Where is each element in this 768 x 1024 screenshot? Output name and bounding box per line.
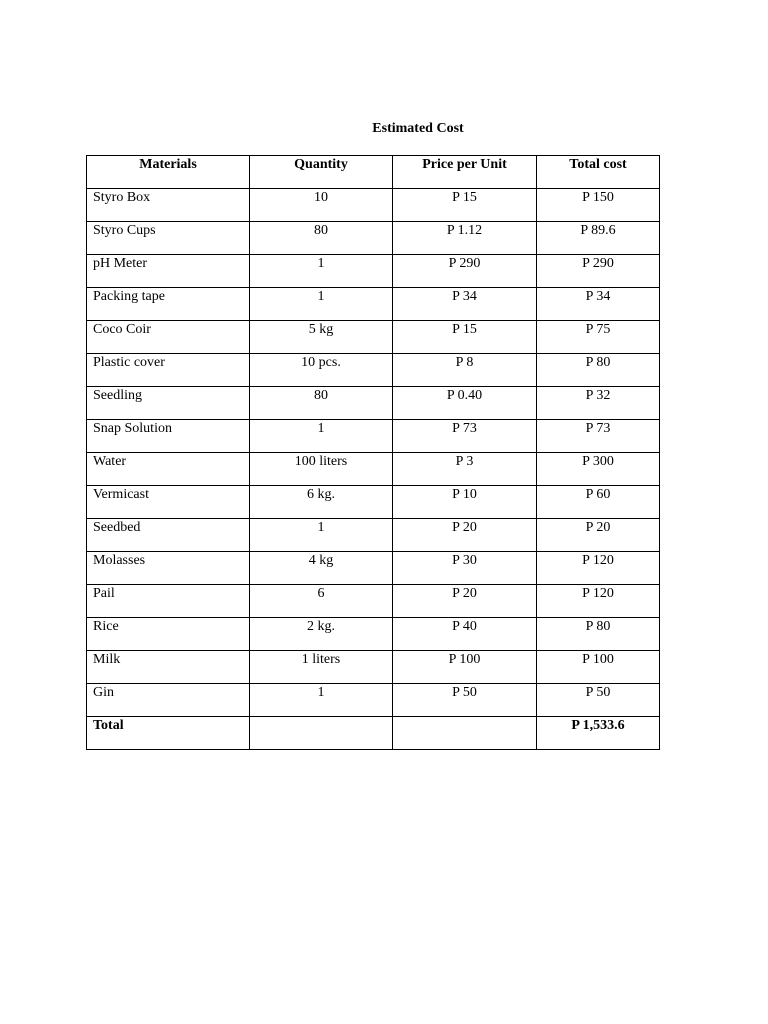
table-row [87,255,660,288]
total-cost: P 100 [537,651,660,684]
total-cost: P 290 [537,255,660,288]
price-per-unit: P 30 [393,552,537,585]
header-materials: Materials [87,156,250,189]
price-per-unit: P 1.12 [393,222,537,255]
total-cost: P 32 [537,387,660,420]
table-row [87,552,660,585]
total-label: Total [87,717,250,750]
material-name: Molasses [87,552,250,585]
price-per-unit: P 20 [393,519,537,552]
header-price-per-unit: Price per Unit [393,156,537,189]
table-row [87,651,660,684]
quantity: 1 [250,519,393,552]
quantity: 2 kg. [250,618,393,651]
table-row [87,420,660,453]
material-name: Styro Box [87,189,250,222]
price-per-unit: P 15 [393,321,537,354]
total-price-cell [393,717,537,750]
total-quantity-cell [250,717,393,750]
table-row [87,189,660,222]
quantity: 5 kg [250,321,393,354]
table-row [87,222,660,255]
price-per-unit: P 8 [393,354,537,387]
price-per-unit: P 10 [393,486,537,519]
table-body [87,189,660,717]
total-cost: P 60 [537,486,660,519]
table-row [87,321,660,354]
table-row [87,387,660,420]
total-cost: P 50 [537,684,660,717]
price-per-unit: P 3 [393,453,537,486]
price-per-unit: P 40 [393,618,537,651]
quantity: 80 [250,222,393,255]
material-name: Milk [87,651,250,684]
price-per-unit: P 73 [393,420,537,453]
price-per-unit: P 15 [393,189,537,222]
total-cost: P 300 [537,453,660,486]
quantity: 80 [250,387,393,420]
quantity: 100 liters [250,453,393,486]
material-name: Plastic cover [87,354,250,387]
total-cost: P 80 [537,354,660,387]
material-name: Water [87,453,250,486]
total-cost: P 75 [537,321,660,354]
total-value: P 1,533.6 [537,717,660,750]
quantity: 10 [250,189,393,222]
header-total-cost: Total cost [537,156,660,189]
price-per-unit: P 0.40 [393,387,537,420]
table-header-row [87,156,660,189]
price-per-unit: P 34 [393,288,537,321]
price-per-unit: P 290 [393,255,537,288]
estimated-cost-table [86,155,660,750]
material-name: Gin [87,684,250,717]
price-per-unit: P 20 [393,585,537,618]
quantity: 1 [250,420,393,453]
total-cost: P 89.6 [537,222,660,255]
table-row [87,453,660,486]
total-cost: P 120 [537,585,660,618]
total-cost: P 34 [537,288,660,321]
table-row [87,585,660,618]
material-name: Styro Cups [87,222,250,255]
quantity: 10 pcs. [250,354,393,387]
material-name: Vermicast [87,486,250,519]
table-row [87,288,660,321]
total-cost: P 150 [537,189,660,222]
total-row [87,717,660,750]
total-cost: P 20 [537,519,660,552]
material-name: pH Meter [87,255,250,288]
material-name: Snap Solution [87,420,250,453]
table-row [87,684,660,717]
price-per-unit: P 50 [393,684,537,717]
quantity: 1 [250,288,393,321]
quantity: 6 [250,585,393,618]
quantity: 1 [250,255,393,288]
header-quantity: Quantity [250,156,393,189]
table-row [87,354,660,387]
material-name: Seedling [87,387,250,420]
quantity: 1 [250,684,393,717]
table-row [87,618,660,651]
material-name: Coco Coir [87,321,250,354]
table-row [87,519,660,552]
quantity: 1 liters [250,651,393,684]
material-name: Packing tape [87,288,250,321]
price-per-unit: P 100 [393,651,537,684]
page-title: Estimated Cost [372,121,464,136]
material-name: Pail [87,585,250,618]
total-cost: P 80 [537,618,660,651]
total-cost: P 73 [537,420,660,453]
total-cost: P 120 [537,552,660,585]
material-name: Seedbed [87,519,250,552]
quantity: 6 kg. [250,486,393,519]
material-name: Rice [87,618,250,651]
quantity: 4 kg [250,552,393,585]
table-row [87,486,660,519]
